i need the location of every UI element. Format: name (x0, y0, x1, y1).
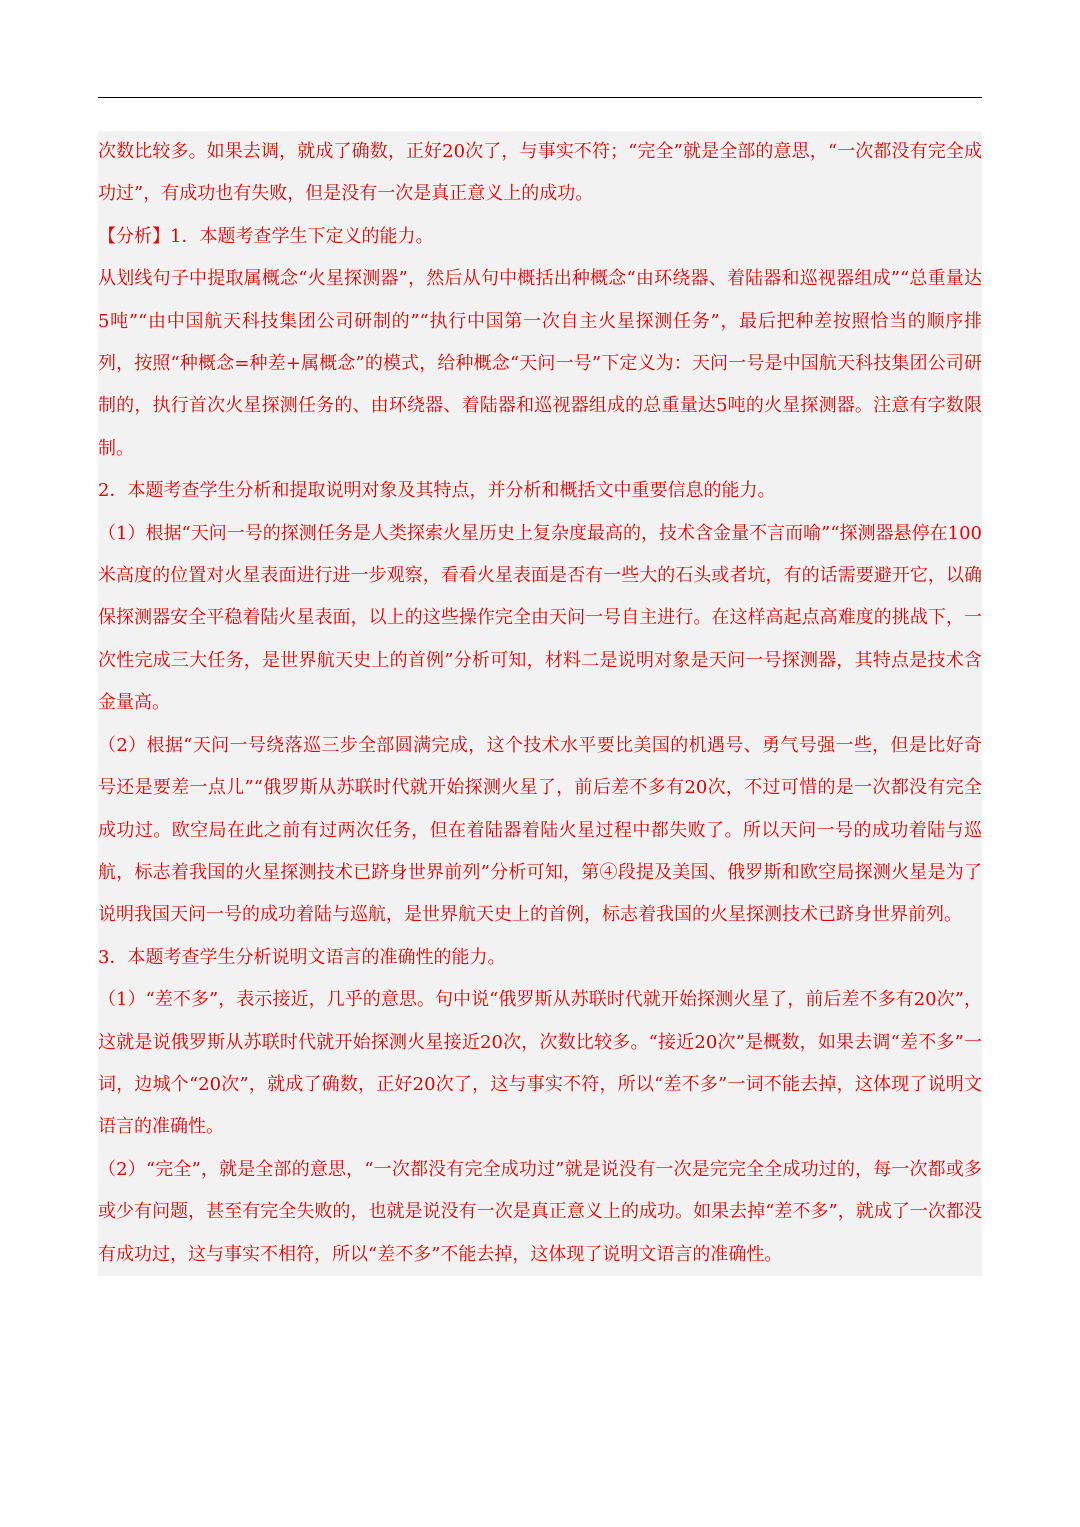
paragraph-question-3-part-2: （2）“完全”，就是全部的意思，“一次都没有完全成功过”就是说没有一次是完完全全成功过的，每一次都或多或少有问题，甚至有完全失败的，也就是说没有一次是真正意义上的成功。如果去掉“差不多”，就成了一次都没有成功过，这与事实不相符，所以“差不多”不能去掉，这体现了说明文语言的准确性。 (98, 1158, 982, 1265)
header-rule (98, 97, 982, 98)
paragraph-question-3-part-1: （1）“差不多”，表示接近，几乎的意思。句中说“俄罗斯从苏联时代就开始探测火星了，前后差不多有20次”，这就是说俄罗斯从苏联时代就开始探测火星接近20次，次数比较多。“接近20次”是概数，如果去调“差不多”一词，边城个“20次”，就成了确数，正好20次了，这与事实不符，所以“差不多”一词不能去掉，这体现了说明文语言的准确性。 (98, 989, 982, 1138)
paragraph-question-3-heading: 3．本题考查学生分析说明文语言的准确性的能力。 (98, 946, 506, 968)
answer-analysis-block (98, 131, 982, 1276)
paragraph-continuation: 次数比较多。如果去调，就成了确数，正好20次了，与事实不符；“完全”就是全部的意思，“一次都没有完全成功过”，有成功也有失败，但是没有一次是真正意义上的成功。 (98, 141, 982, 205)
paragraph-definition-analysis: 从划线句子中提取属概念“火星探测器”，然后从句中概括出种概念“由环绕器、着陆器和巡视器组成”“总重量达5吨”“由中国航天科技集团公司研制的”“执行中国第一次自主火星探测任务”，最后把种差按照恰当的顺序排列，按照“种概念=种差+属概念”的模式，给种概念“天问一号”下定义为：天问一号是中国航天科技集团公司研制的，执行首次火星探测任务的、由环绕器、着陆器和巡视器组成的总重量达5吨的火星探测器。注意有字数限制。 (98, 268, 982, 459)
paragraph-question-2-heading: 2．本题考查学生分析和提取说明对象及其特点，并分析和概括文中重要信息的能力。 (98, 480, 776, 502)
paragraph-question-2-part-1: （1）根据“天问一号的探测任务是人类探索火星历史上复杂度最高的，技术含金量不言而喻”“探测器悬停在100米高度的位置对火星表面进行进一步观察，看看火星表面是否有一些大的石头或者坑，有的话需要避开它，以确保探测器安全平稳着陆火星表面，以上的这些操作完全由天问一号自主进行。在这样高起点高难度的挑战下，一次性完成三大任务，是世界航天史上的首例”分析可知，材料二是说明对象是天问一号探测器，其特点是技术含金量高。 (98, 522, 982, 714)
paragraph-question-2-part-2: （2）根据“天问一号绕落巡三步全部圆满完成，这个技术水平要比美国的机遇号、勇气号强一些，但是比好奇号还是要差一点儿”“俄罗斯从苏联时代就开始探测火星了，前后差不多有20次，不过可惜的是一次都没有完全成功过。欧空局在此之前有过两次任务，但在着陆器着陆火星过程中都失败了。所以天问一号的成功着陆与巡航，标志着我国的火星探测技术已跻身世界前列”分析可知，第④段提及美国、俄罗斯和欧空局探测火星是为了说明我国天问一号的成功着陆与巡航，是世界航天史上的首例，标志着我国的火星探测技术已跻身世界前列。 (98, 734, 982, 926)
paragraph-analysis-heading: 【分析】1．本题考查学生下定义的能力。 (98, 225, 434, 247)
